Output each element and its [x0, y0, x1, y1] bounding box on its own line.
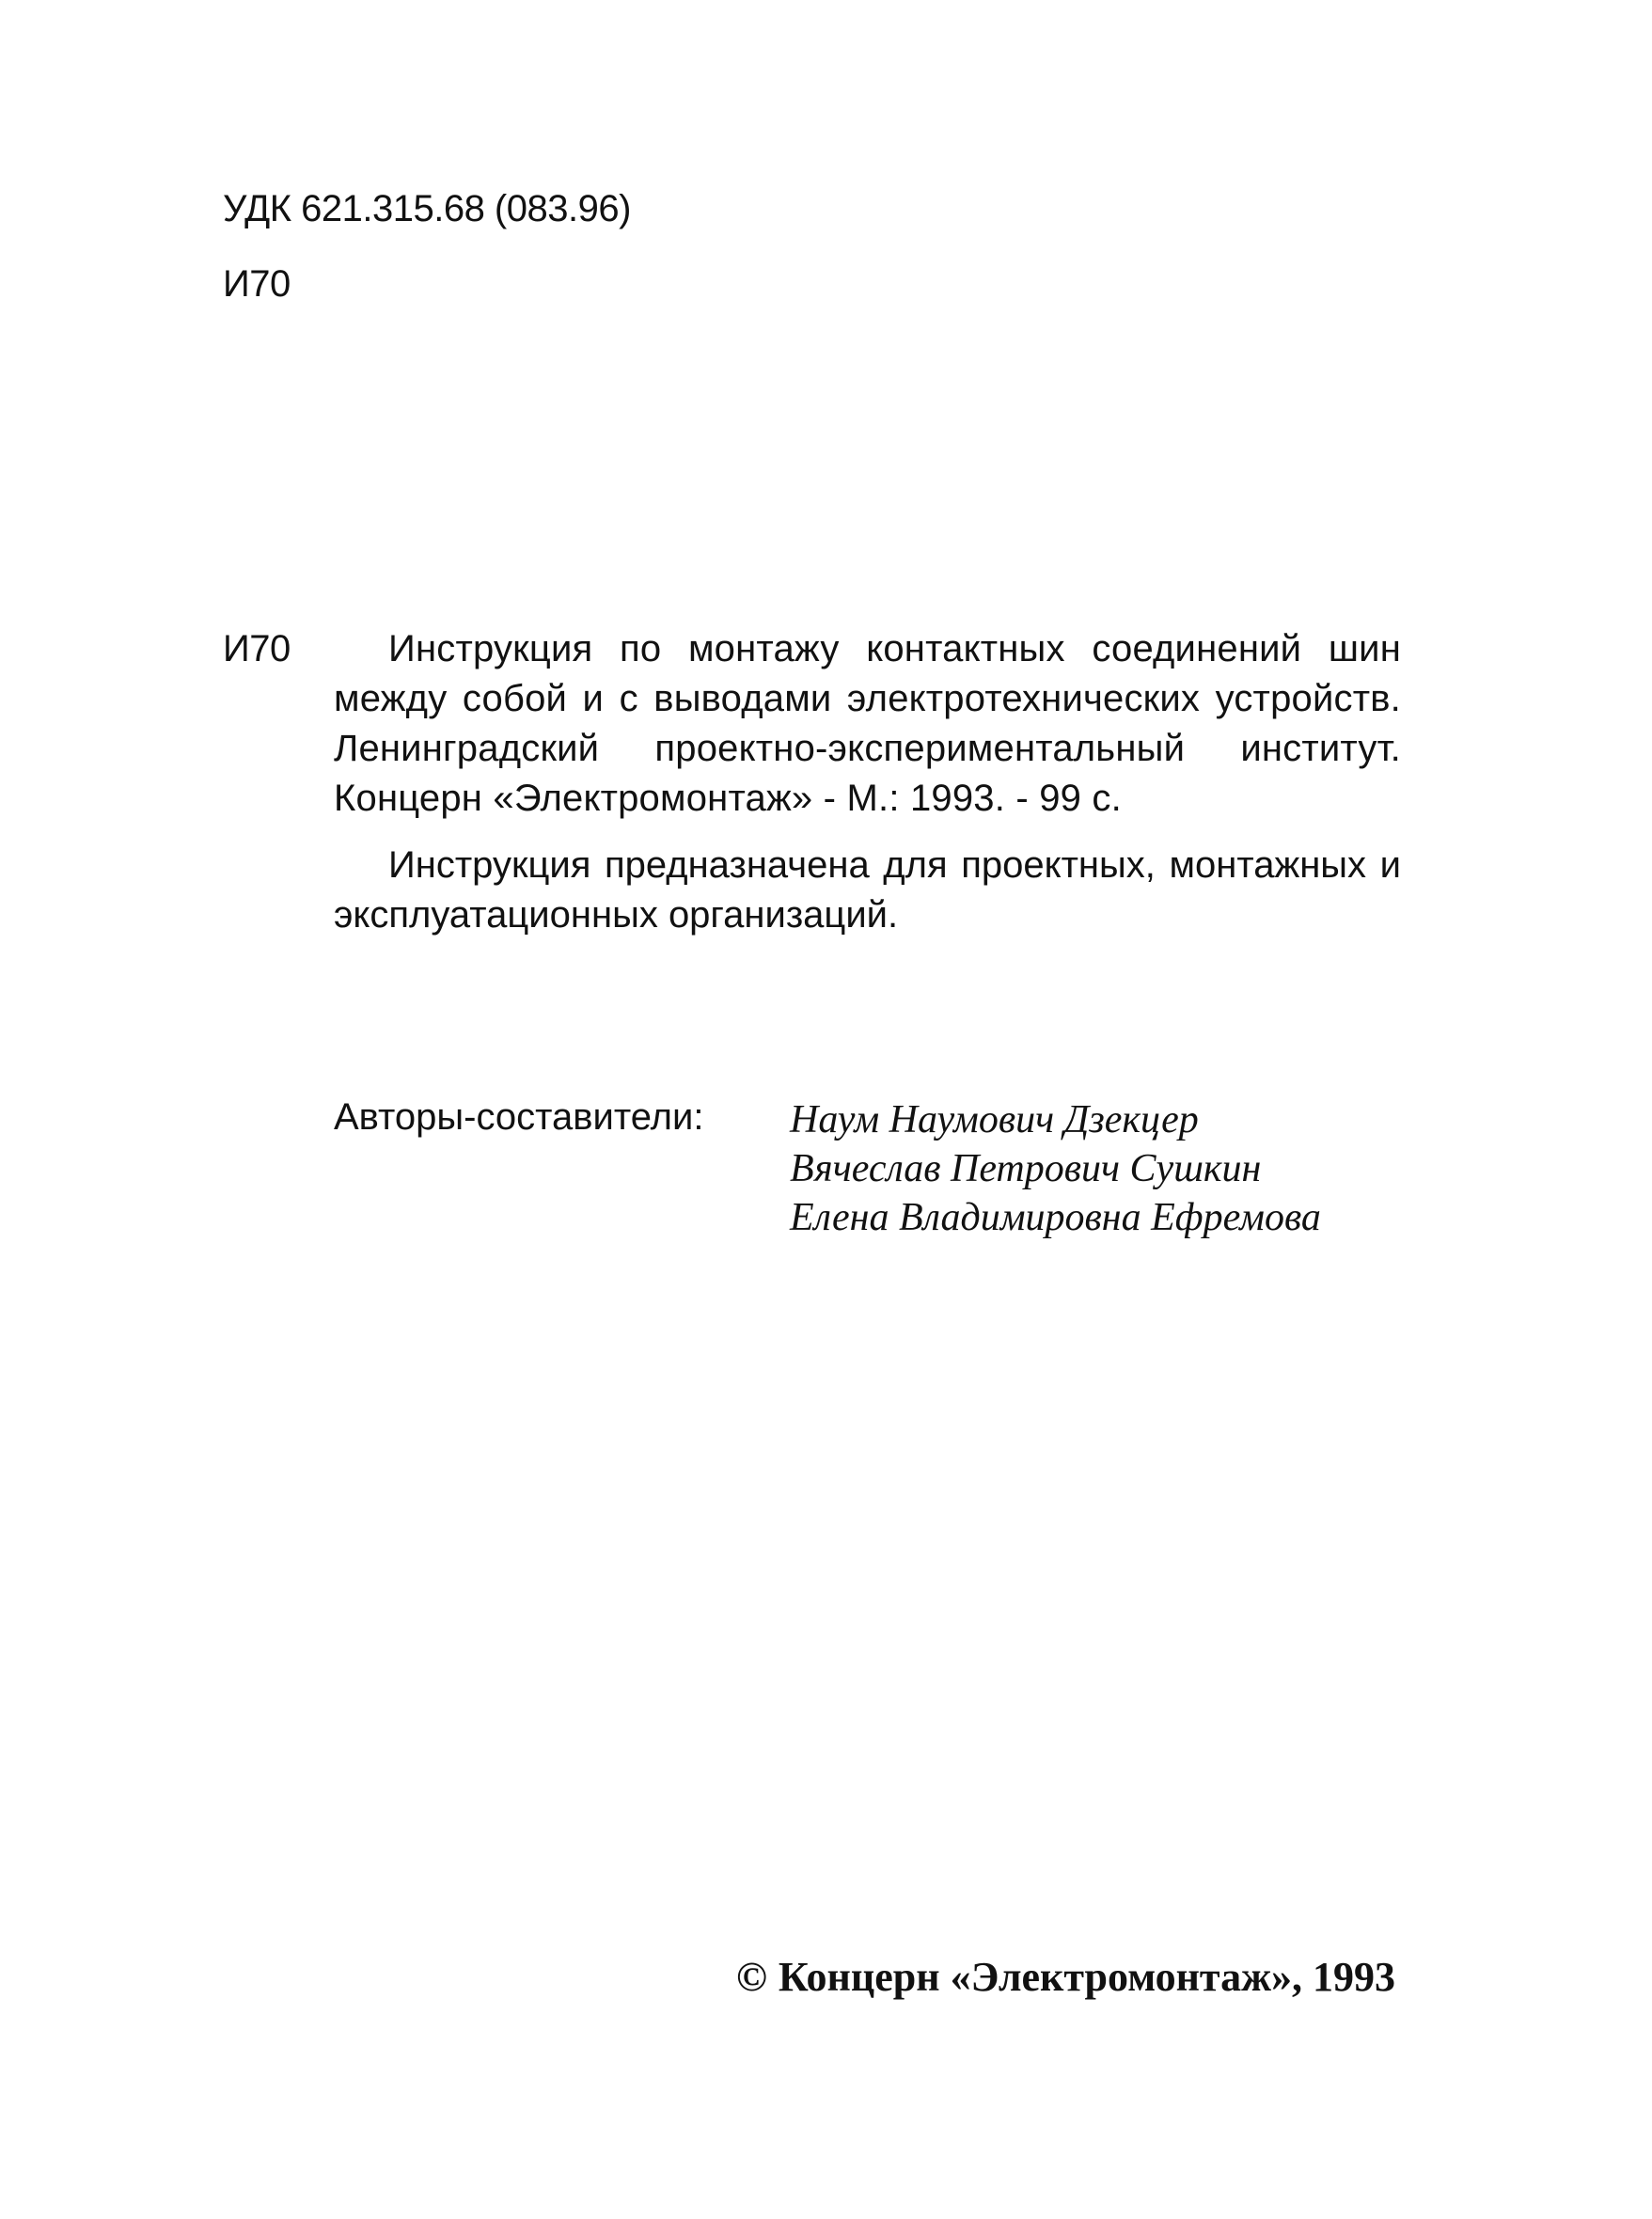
- authors-label: Авторы-составители:: [334, 1096, 704, 1138]
- author-name: Вячеслав Петрович Сушкин: [790, 1147, 1262, 1190]
- annotation-text: Инструкция предназначена для проектных, монтажных и эксплуатационных организаций.: [334, 844, 1401, 936]
- copyright-icon: ©: [735, 1954, 767, 2000]
- bibliographic-description: Инструкция по монтажу контактных соединений шин между собой и с выводами электротехнических устройств. Ленинградский проектно-экспериментальный институт. Концерн «Электромонтаж» - М.: 1993. - 99 с.: [334, 628, 1401, 819]
- copyright-text: Концерн «Электромонтаж», 1993: [778, 1954, 1395, 2000]
- authors-list: [790, 1095, 1321, 1242]
- catalog-entry: [334, 624, 1401, 940]
- library-index-code: И70: [223, 263, 291, 305]
- udc-classification: УДК 621.315.68 (083.96): [223, 188, 631, 229]
- authors-block: [334, 1094, 1401, 1242]
- entry-index-code: И70: [223, 628, 291, 669]
- author-name: Наум Наумович Дзекцер: [790, 1098, 1199, 1141]
- author-name: Елена Владимировна Ефремова: [790, 1196, 1321, 1239]
- copyright-notice: [736, 1953, 1395, 2002]
